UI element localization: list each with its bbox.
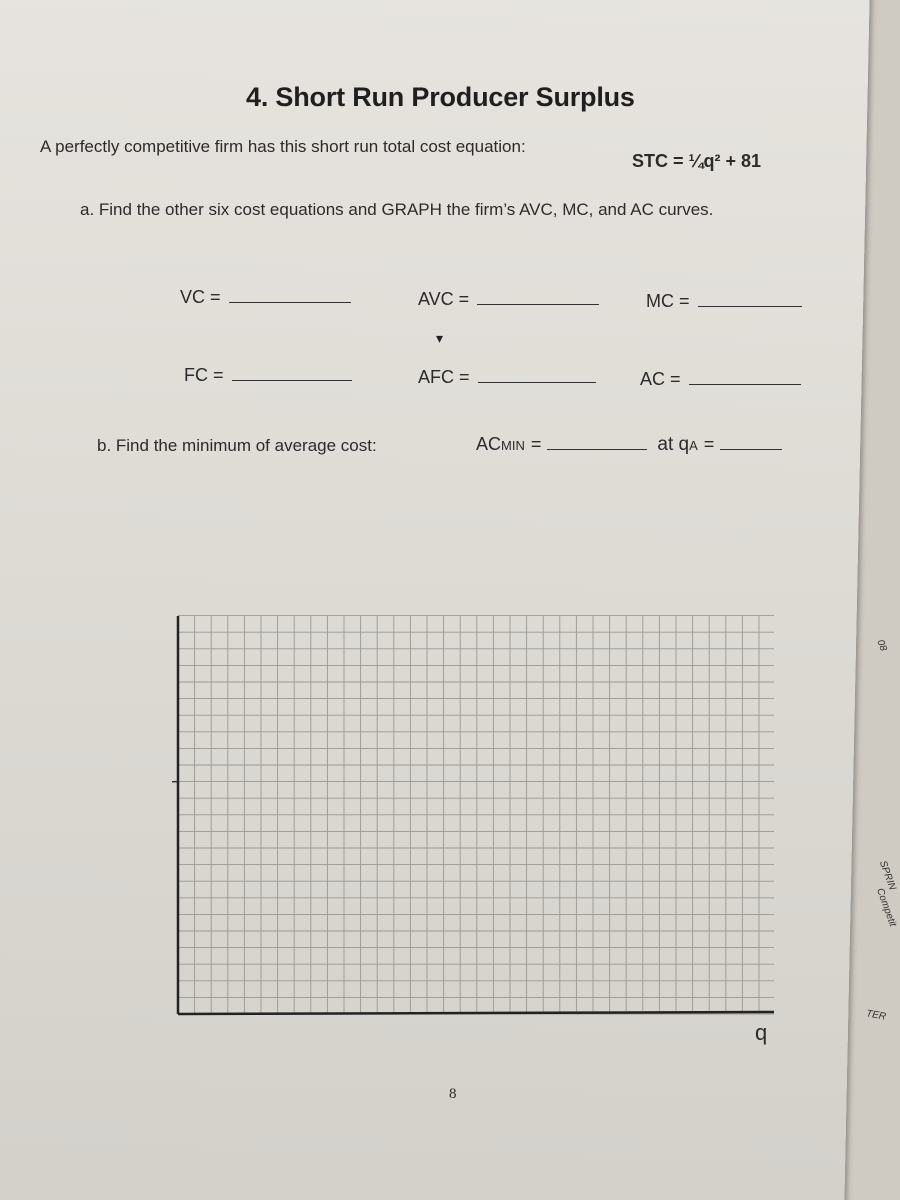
side-scribble-3: Competit — [873, 886, 899, 929]
acmin-label: ACMIN — [476, 434, 525, 454]
side-scribble-4: TER — [865, 1008, 887, 1023]
avc-label: AVC = — [418, 289, 470, 309]
graph-grid[interactable] — [172, 612, 782, 1022]
ac-blank[interactable] — [689, 368, 801, 385]
qa-blank[interactable] — [720, 433, 782, 450]
part-a-prompt: a. Find the other six cost equations and GRAPH the firm’s AVC, MC, and AC curves. — [80, 200, 714, 219]
page-number: 8 — [449, 1086, 457, 1102]
afc-blank[interactable] — [478, 366, 596, 383]
at-qa-label: at qA — [657, 434, 698, 455]
acmin-blank[interactable] — [547, 433, 647, 450]
afc-label: AFC = — [418, 367, 470, 387]
pencil-mark: ▾ — [436, 330, 444, 346]
x-axis-label: q — [755, 1020, 768, 1045]
afc-equation — [418, 366, 596, 388]
at-qa-equals: = — [703, 434, 715, 454]
acmin-equation — [476, 433, 782, 456]
ac-label: AC = — [640, 369, 681, 389]
side-scribble-2: SPRIN — [876, 859, 898, 892]
vc-label: VC = — [180, 287, 221, 307]
intro-text: A perfectly competitive firm has this short run total cost equation: — [40, 137, 526, 156]
mc-equation — [646, 290, 802, 312]
fc-label: FC = — [184, 365, 224, 385]
grid-lines — [178, 616, 774, 1014]
acmin-equals: = — [530, 434, 542, 454]
vc-equation — [180, 286, 351, 308]
avc-blank[interactable] — [477, 288, 599, 305]
stc-equation: STC = ¼q² + 81 — [632, 151, 762, 171]
fc-equation — [184, 364, 352, 386]
avc-equation — [418, 288, 599, 310]
part-b-prompt: b. Find the minimum of average cost: — [97, 436, 377, 455]
worksheet-title: 4. Short Run Producer Surplus — [246, 82, 635, 112]
mc-blank[interactable] — [698, 290, 802, 307]
mc-label: MC = — [646, 291, 690, 311]
vc-blank[interactable] — [229, 286, 351, 303]
fc-blank[interactable] — [232, 364, 352, 381]
side-scribble-1: 08 — [874, 638, 889, 653]
ac-equation — [640, 368, 801, 390]
